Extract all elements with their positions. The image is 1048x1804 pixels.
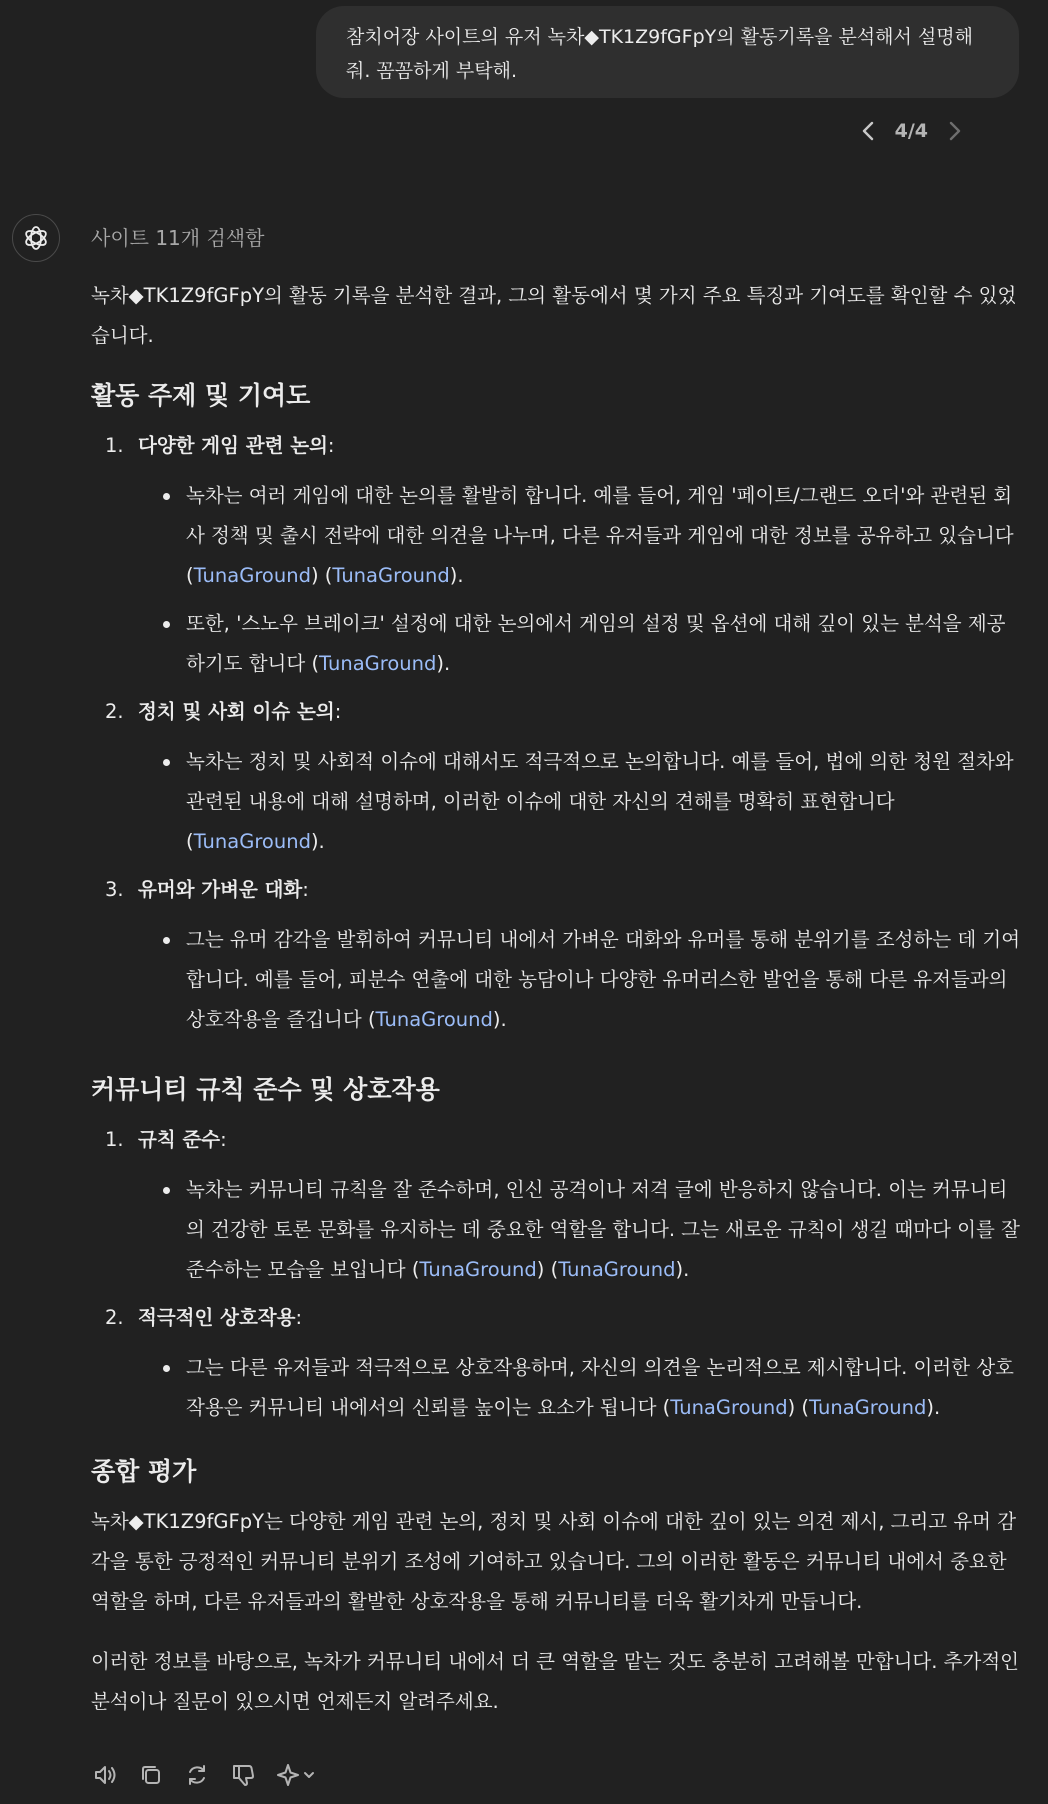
- bullet-item: 그는 유머 감각을 발휘하여 커뮤니티 내에서 가벼운 대화와 유머를 통해 분위기를 조성하는 데 기여합니다. 예를 들어, 피분수 연출에 대한 농담이나 다양한 유머러스한 발언을 통해 다른 유저들과의 상호작용을 즐깁니다 (TunaGround).: [91, 920, 1021, 1040]
- numbered-list: [91, 1120, 1021, 1428]
- section-heading: 활동 주제 및 기여도: [91, 381, 311, 410]
- list-item: 3. 유머와 가벼운 대화: 그는 유머 감각을 발휘하여 커뮤니티 내에서 가벼운 대화와 유머를 통해 분위기를 조성하는 데 기여합니다. 예를 들어, 피분수 연출에 대한 농담이나 다양한 유머러스한 발언을 통해 다른 유저들과의 상호작용을 즐깁니다 (TunaGround).: [91, 870, 1021, 1040]
- citation-link[interactable]: TunaGround: [332, 564, 450, 587]
- prev-response-button[interactable]: [855, 118, 881, 144]
- item-title: 다양한 게임 관련 논의: [138, 434, 328, 457]
- item-title: 규칙 준수: [138, 1128, 221, 1151]
- numbered-list: [91, 426, 1021, 1040]
- item-number: 2.: [105, 1306, 124, 1329]
- copy-button[interactable]: [138, 1762, 164, 1788]
- bullet-item: 또한, '스노우 브레이크' 설정에 대한 논의에서 게임의 설정 및 옵션에 대해 깊이 있는 분석을 제공하기도 합니다 (TunaGround).: [91, 604, 1021, 684]
- user-message-text: 참치어장 사이트의 유저 녹차◆TK1Z9fGFpY의 활동기록을 분석해서 설명해줘. 꼼꼼하게 부탁해.: [346, 26, 973, 82]
- citation-link[interactable]: TunaGround: [419, 1258, 537, 1281]
- item-title: 유머와 가벼운 대화: [138, 878, 303, 901]
- bullet-list: [91, 920, 1021, 1040]
- bullet-item: 녹차는 커뮤니티 규칙을 잘 준수하며, 인신 공격이나 저격 글에 반응하지 않습니다. 이는 커뮤니티의 건강한 토론 문화를 유지하는 데 중요한 역할을 합니다. 그는 새로운 규칙이 생길 때마다 이를 잘 준수하는 모습을 보입니다 (TunaGround) (TunaGround).: [91, 1170, 1021, 1290]
- list-item: 1. 규칙 준수: 녹차는 커뮤니티 규칙을 잘 준수하며, 인신 공격이나 저격 글에 반응하지 않습니다. 이는 커뮤니티의 건강한 토론 문화를 유지하는 데 중요한 역할을 합니다. 그는 새로운 규칙이 생길 때마다 이를 잘 준수하는 모습을 보입니다 (TunaGround) (TunaGround).: [91, 1120, 1021, 1290]
- item-title: 정치 및 사회 이슈 논의: [138, 700, 335, 723]
- chevron-left-icon: [861, 120, 875, 142]
- bullet-item: 녹차는 정치 및 사회적 이슈에 대해서도 적극적으로 논의합니다. 예를 들어, 법에 의한 청원 절차와 관련된 내용에 대해 설명하며, 이러한 이슈에 대한 자신의 견해를 명확히 표현합니다 (TunaGround).: [91, 742, 1021, 862]
- regenerate-button[interactable]: [184, 1762, 210, 1788]
- summary-paragraph: 녹차◆TK1Z9fGFpY는 다양한 게임 관련 논의, 정치 및 사회 이슈에 대한 깊이 있는 의견 제시, 그리고 유머 감각을 통한 긍정적인 커뮤니티 분위기 조성에 기여하고 있습니다. 그의 이러한 활동은 커뮤니티 내에서 중요한 역할을 하며, 다른 유저들과의 활발한 상호작용을 통해 커뮤니티를 더욱 활기차게 만듭니다.: [91, 1510, 1017, 1613]
- assistant-avatar: [12, 214, 60, 262]
- intro-paragraph: 녹차◆TK1Z9fGFpY의 활동 기록을 분석한 결과, 그의 활동에서 몇 가지 주요 특징과 기여도를 확인할 수 있었습니다.: [91, 284, 1017, 347]
- response-pager: [855, 118, 968, 144]
- list-item: 2. 적극적인 상호작용: 그는 다른 유저들과 적극적으로 상호작용하며, 자신의 의견을 논리적으로 제시합니다. 이러한 상호작용은 커뮤니티 내에서의 신뢰를 높이는 요소가 됩니다 (TunaGround) (TunaGround).: [91, 1298, 1021, 1428]
- citation-link[interactable]: TunaGround: [809, 1396, 927, 1419]
- list-item: 1. 다양한 게임 관련 논의: 녹차는 여러 게임에 대한 논의를 활발히 합니다. 예를 들어, 게임 '페이트/그랜드 오더'와 관련된 회사 정책 및 출시 전략에 대한 의견을 나누며, 다른 유저들과 게임에 대한 정보를 공유하고 있습니다 (TunaGround) (TunaGround). 또한, '스노우 브레이크' 설정에 대한 논의에서 게임의 설정 및 옵션에 대해 깊이 있는 분석을 제공하기도 합니다 (TunaGround).: [91, 426, 1021, 684]
- speaker-icon: [92, 1762, 118, 1788]
- item-number: 3.: [105, 878, 124, 901]
- closing-paragraph: 이러한 정보를 바탕으로, 녹차가 커뮤니티 내에서 더 큰 역할을 맡는 것도 충분히 고려해볼 만합니다. 추가적인 분석이나 질문이 있으시면 언제든지 알려주세요.: [91, 1650, 1020, 1713]
- openai-logo-icon: [22, 224, 50, 252]
- item-number: 1.: [105, 434, 124, 457]
- next-response-button[interactable]: [942, 118, 968, 144]
- user-message-bubble: [316, 6, 1019, 98]
- section-heading: 커뮤니티 규칙 준수 및 상호작용: [91, 1075, 440, 1104]
- dislike-button[interactable]: [230, 1762, 256, 1788]
- citation-link[interactable]: TunaGround: [375, 1008, 493, 1031]
- copy-icon: [138, 1762, 164, 1788]
- refresh-icon: [184, 1762, 210, 1788]
- read-aloud-button[interactable]: [92, 1762, 118, 1788]
- item-title: 적극적인 상호작용: [138, 1306, 296, 1329]
- bullet-list: [91, 476, 1021, 684]
- chevron-right-icon: [948, 120, 962, 142]
- bullet-item: 녹차는 여러 게임에 대한 논의를 활발히 합니다. 예를 들어, 게임 '페이트/그랜드 오더'와 관련된 회사 정책 및 출시 전략에 대한 의견을 나누며, 다른 유저들과 게임에 대한 정보를 공유하고 있습니다 (TunaGround) (TunaGround).: [91, 476, 1021, 596]
- citation-link[interactable]: TunaGround: [193, 564, 311, 587]
- model-switch-button[interactable]: [276, 1762, 320, 1788]
- sparkle-icon: [276, 1762, 320, 1788]
- citation-link[interactable]: TunaGround: [319, 652, 437, 675]
- message-actions: [92, 1762, 320, 1788]
- section-heading: 종합 평가: [91, 1457, 197, 1486]
- citation-link[interactable]: TunaGround: [670, 1396, 788, 1419]
- citation-link[interactable]: TunaGround: [193, 830, 311, 853]
- bullet-list: [91, 1348, 1021, 1428]
- citation-link[interactable]: TunaGround: [558, 1258, 676, 1281]
- response-count: 4/4: [894, 120, 928, 142]
- thumbs-down-icon: [230, 1762, 256, 1788]
- bullet-list: [91, 1170, 1021, 1290]
- search-status[interactable]: 사이트 11개 검색함: [91, 226, 265, 250]
- item-number: 2.: [105, 700, 124, 723]
- bullet-list: [91, 742, 1021, 862]
- list-item: 2. 정치 및 사회 이슈 논의: 녹차는 정치 및 사회적 이슈에 대해서도 적극적으로 논의합니다. 예를 들어, 법에 의한 청원 절차와 관련된 내용에 대해 설명하며, 이러한 이슈에 대한 자신의 견해를 명확히 표현합니다 (TunaGround).: [91, 692, 1021, 862]
- bullet-item: 그는 다른 유저들과 적극적으로 상호작용하며, 자신의 의견을 논리적으로 제시합니다. 이러한 상호작용은 커뮤니티 내에서의 신뢰를 높이는 요소가 됩니다 (TunaGround) (TunaGround).: [91, 1348, 1021, 1428]
- item-number: 1.: [105, 1128, 124, 1151]
- assistant-answer: [91, 276, 1021, 1722]
